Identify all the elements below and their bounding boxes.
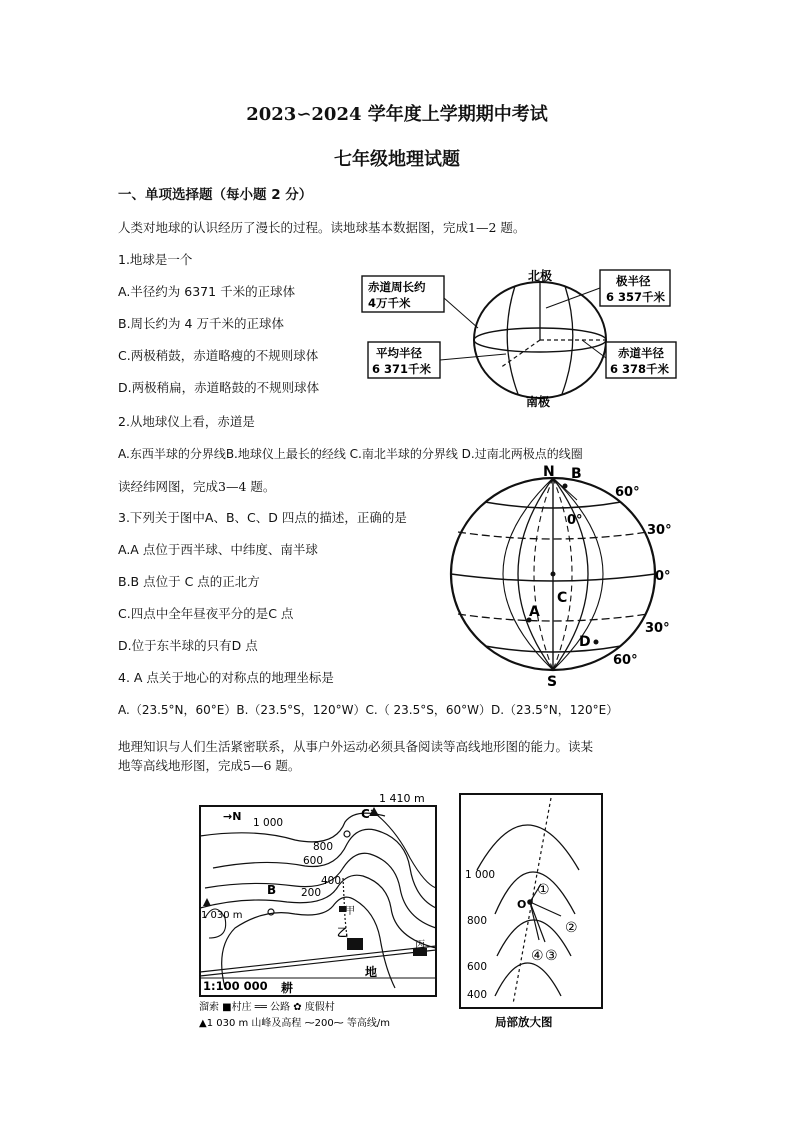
label-c: C [557,590,568,606]
label-lat60n: 60° [615,485,640,500]
zoom-label-800: 800 [467,915,488,927]
polar-radius-text-1: 极半径 [616,274,651,288]
intro-2: 读经纬网图，完成3—4 题。 [118,479,276,494]
q3-option-c: C.四点中全年昼夜平分的是C 点 [118,606,294,621]
q1-option-b: B.周长约为 4 万千米的正球体 [118,316,284,331]
label-lon0: 0° [567,513,583,528]
village-yi-label: 乙 [337,926,348,939]
farmland-label-1: 耕 [281,981,294,995]
village-jia-label: 甲 [345,906,355,917]
south-pole-label: 南极 [526,395,551,408]
zoom-figure [457,790,607,1030]
q3-stem: 3.下列关于图中A、B、C、D 四点的描述，正确的是 [118,510,407,525]
village-yi [347,938,363,950]
section-heading: 一、单项选择题（每小题 2 分） [118,187,313,203]
contour-label-600: 600 [303,855,324,867]
q4-options: A.（23.5°N，60°E）B.（23.5°S，120°W）C.（ 23.5°S，60°W）D.（23.5°N，120°E） [118,703,619,717]
equator-radius-text-2: 6 378千米 [610,362,670,376]
pointer-mean [440,354,506,360]
label-lat0: 0° [655,569,671,584]
marker-2: ② [565,920,578,936]
label-b: B [571,466,582,482]
meridian-w3 [503,478,553,670]
peak-top-label: 1 410 m [379,792,425,805]
q3-option-a: A.A 点位于西半球、中纬度、南半球 [118,542,318,557]
q3-option-d: D.位于东半球的只有D 点 [118,638,258,653]
village-bing-label: 丙 [415,940,425,951]
q1-option-a: A.半径约为 6371 千米的正球体 [118,284,296,299]
contour-label-800: 800 [313,841,334,853]
zoom-label-o: O [517,898,527,911]
mean-radius-text-2: 6 371千米 [372,362,432,376]
meridian-w2 [534,478,553,670]
q1-option-d: D.两极稍扁，赤道略鼓的不规则球体 [118,380,320,395]
label-lat60s: 60° [613,653,638,668]
q2-options: A.东西半球的分界线B.地球仪上最长的经线 C.南北半球的分界线 D.过南北两极点的线圈 [118,447,583,461]
zoom-caption: 局部放大图 [495,1015,553,1029]
marker-1: ① [537,882,550,898]
farmland-label-2: 地 [365,965,378,979]
meridian-left [507,286,518,394]
contour-map-figure [195,788,443,1030]
scale-label: 1:100 000 [203,979,268,993]
q1-stem: 1.地球是一个 [118,252,193,267]
page-title: 2023∽2024 学年度上学期期中考试 [246,104,548,125]
page-subtitle: 七年级地理试题 [334,149,460,170]
marker-4: ④ [531,948,544,964]
meridian-e2 [553,478,572,670]
q4-stem: 4. A 点关于地心的对称点的地理坐标是 [118,670,334,685]
graticule-figure [443,462,683,688]
label-lat30s: 30° [645,621,670,636]
polar-radius-text-2: 6 357千米 [606,290,666,304]
north-pole-label: 北极 [528,269,553,283]
label-a: A [529,604,540,620]
q3-option-b: B.B 点位于 C 点的正北方 [118,574,260,589]
point-b-label: B [267,883,277,897]
q1-option-c: C.两极稍鼓，赤道略瘦的不规则球体 [118,348,319,363]
equator-radius-text-1: 赤道半径 [618,346,664,360]
label-s: S [547,674,558,688]
zoom-label-600: 600 [467,961,488,973]
pointer-circumference [444,298,478,328]
label-lat30n: 30° [647,523,672,538]
point-d [594,640,599,645]
marker-3: ③ [545,948,558,964]
zoom-label-400: 400 [467,989,488,1001]
legend-line-2: ▲1 030 m 山峰及高程 ⁓200⁓ 等高线/m [199,1018,390,1029]
label-d: D [579,634,591,650]
mean-radius-text-1: 平均半径 [376,346,422,360]
point-c-label: C [361,807,370,821]
circumference-text-1: 赤道周长约 [368,280,426,294]
point-c [551,572,556,577]
contour-label-400: 400 [321,875,342,887]
intro-1: 人类对地球的认识经历了漫长的过程。读地球基本数据图，完成1—2 题。 [118,220,526,235]
circumference-text-2: 4万千米 [368,296,411,310]
contour-label-200: 200 [301,887,322,899]
intro-3-line1: 地理知识与人们生活紧密联系，从事户外运动必须具备阅读等高线地形图的能力。读某 [118,739,594,754]
legend-line-1: 溜索 ■村庄 ══ 公路 ✿ 度假村 [199,1002,335,1013]
zoom-label-1000: 1 000 [465,869,496,881]
earth-data-figure [360,268,682,408]
contour-label-1000: 1 000 [253,817,284,829]
intro-3-line2: 地等高线地形图，完成5—6 题。 [118,758,301,773]
peak-left-label: 1 030 m [201,910,243,921]
q2-stem: 2.从地球仪上看，赤道是 [118,414,255,429]
label-n: N [543,464,555,480]
north-arrow: →N [223,810,242,823]
